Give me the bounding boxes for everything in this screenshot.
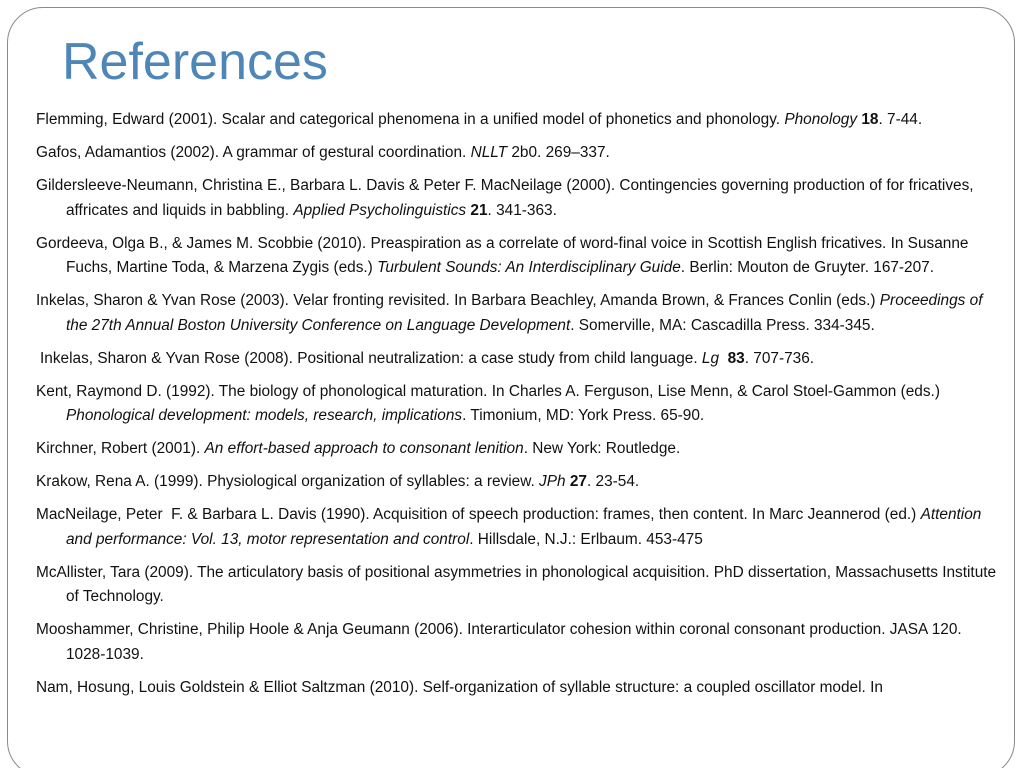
reference-item: Kirchner, Robert (2001). An effort-based approach to consonant lenition. New York: Routledge. — [36, 440, 681, 457]
reference-item: Kent, Raymond D. (1992). The biology of phonological maturation. In Charles A. Ferguson, Lise Menn, & Carol Stoel-Gammon (eds.) Phonological development: models, research, implications. Timonium, MD: York Press. 65-90. — [36, 382, 940, 424]
reference-item: McAllister, Tara (2009). The articulatory basis of positional asymmetries in phonological acquisition. PhD dissertation, Massachusetts Institute of Technology. — [36, 563, 997, 605]
reference-item: MacNeilage, Peter F. & Barbara L. Davis (1990). Acquisition of speech production: frames, then content. In Marc Jeannerod (ed.) Attention and performance: Vol. 13, motor representation and control. Hillsdale, N.J.: Erlbaum. 453-475 — [36, 506, 982, 548]
reference-item: Flemming, Edward (2001). Scalar and categorical phenomena in a unified model of phonetics and phonology. Phonology 18. 7-44. — [36, 111, 923, 128]
reference-item: Gordeeva, Olga B., & James M. Scobbie (2010). Preaspiration as a correlate of word-final voice in Scottish English fricatives. In Susanne Fuchs, Martine Toda, & Marzena Zygis (eds.) Turbulent Sounds: An Interdisciplinary Guide. Berlin: Mouton de Gruyter. 167-207. — [36, 234, 969, 276]
reference-item: Inkelas, Sharon & Yvan Rose (2003). Velar fronting revisited. In Barbara Beachley, Amanda Brown, & Frances Conlin (eds.) Proceedings of the 27th Annual Boston University Conference on Language Development. Somerville, MA: Cascadilla Press. 334-345. — [36, 292, 983, 334]
reference-item: Gafos, Adamantios (2002). A grammar of gestural coordination. NLLT 2b0. 269–337. — [36, 144, 610, 161]
slide-title: References — [62, 33, 328, 91]
reference-item: Nam, Hosung, Louis Goldstein & Elliot Saltzman (2010). Self-organization of syllable structure: a coupled oscillator model. In — [36, 678, 883, 696]
reference-list — [36, 108, 1000, 709]
reference-item: Krakow, Rena A. (1999). Physiological organization of syllables: a review. JPh 27. 23-54. — [36, 473, 640, 490]
reference-item: Inkelas, Sharon & Yvan Rose (2008). Positional neutralization: a case study from child language. Lg 83. 707-736. — [40, 349, 815, 367]
reference-item: Mooshammer, Christine, Philip Hoole & Anja Geumann (2006). Interarticulator cohesion within coronal consonant production. JASA 120. 1028-1039. — [36, 621, 962, 663]
reference-item: Gildersleeve-Neumann, Christina E., Barbara L. Davis & Peter F. MacNeilage (2000). Contingencies governing production of for fricatives, affricates and liquids in babbling. Applied Psycholinguistics 21. 341-363. — [36, 177, 974, 219]
